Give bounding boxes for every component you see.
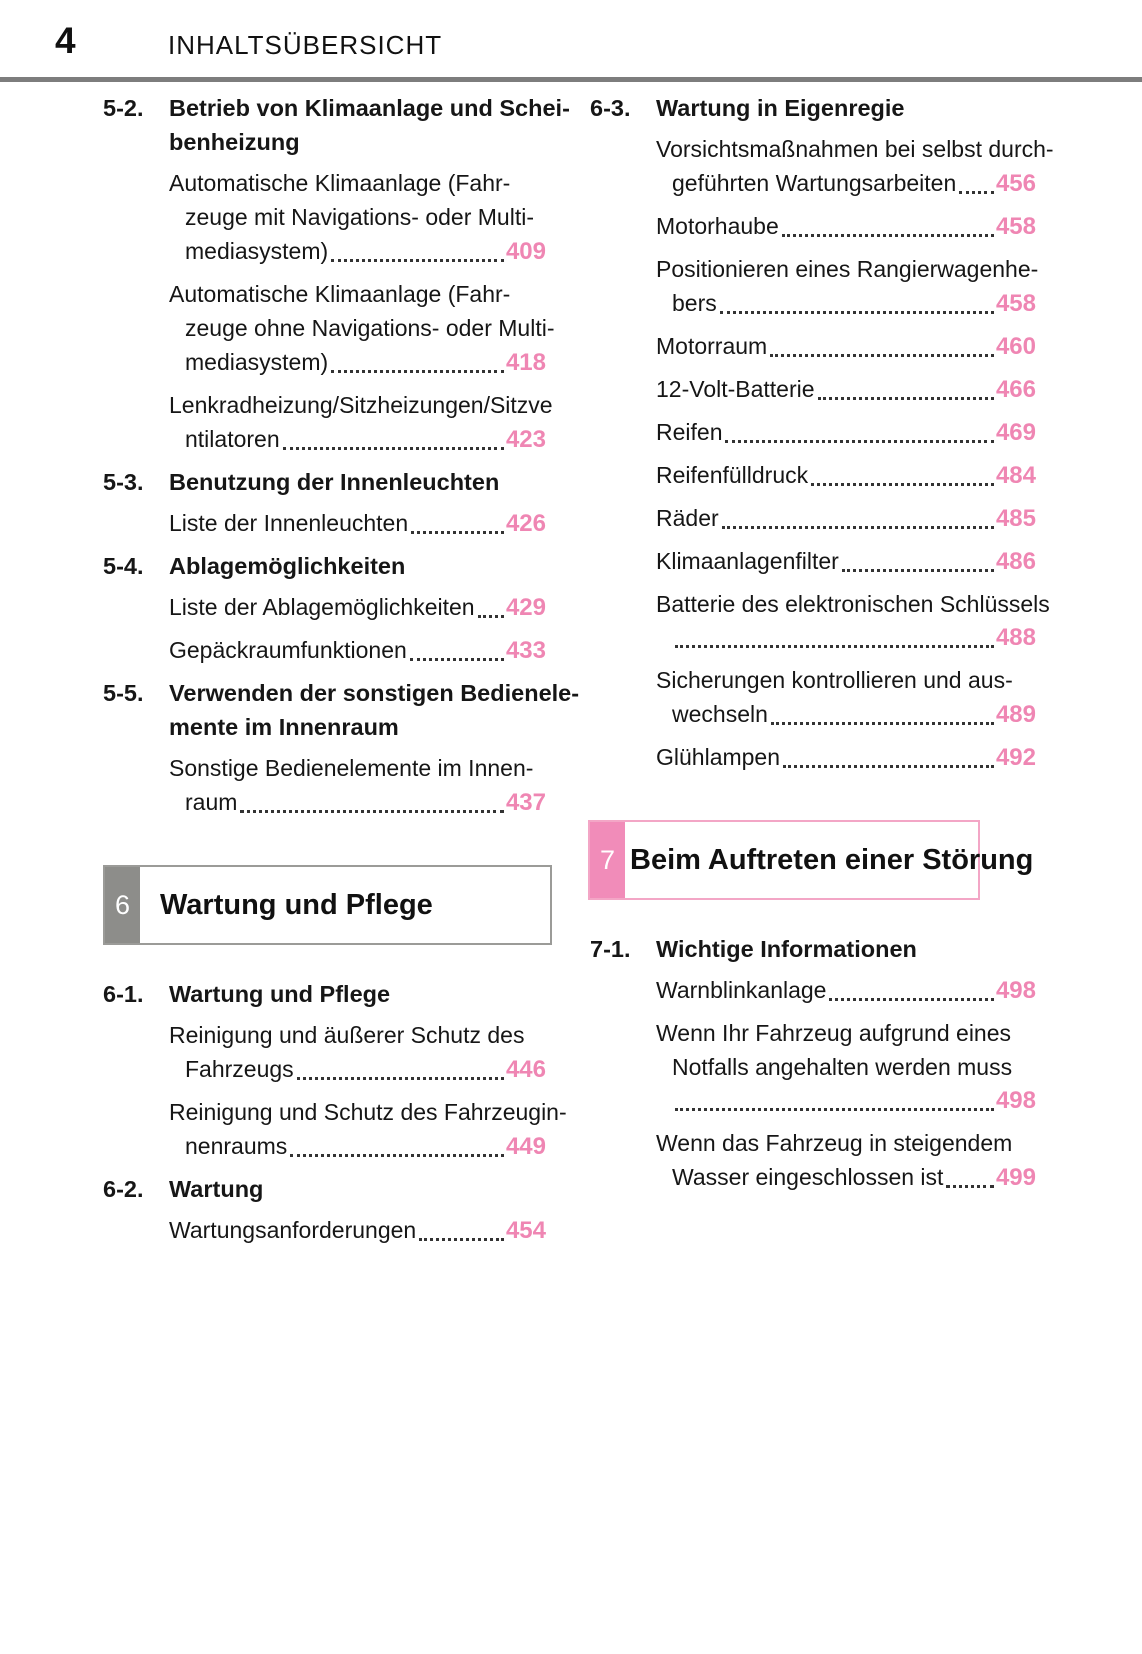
toc-item-line: Positionieren eines Rangierwagenhe-: [656, 256, 1039, 282]
toc-item-text: geführten Wartungsarbeiten: [672, 170, 957, 196]
toc-item-row: [590, 286, 1036, 321]
toc-item-row: [590, 329, 1036, 364]
toc-item: [103, 633, 546, 668]
section-heading: [590, 91, 1036, 125]
leader-dots: [297, 1077, 504, 1080]
page-ref: 418: [505, 349, 546, 376]
section-heading: [103, 676, 580, 744]
leader-dots: [720, 311, 994, 314]
page-number: 4: [55, 20, 76, 61]
toc-item-row: [590, 209, 1036, 244]
toc-item-text: Liste der Ablagemöglichkeiten: [169, 594, 475, 620]
toc-item-line: Wenn Ihr Fahrzeug aufgrund eines: [656, 1020, 1012, 1046]
toc-item: [103, 277, 555, 380]
toc-item-line: Wenn das Fahrzeug in steigendem: [656, 1130, 1013, 1156]
section-title: [656, 91, 905, 125]
section-title-line: benheizung: [169, 129, 300, 155]
page-ref: 456: [995, 170, 1036, 197]
page-ref: 498: [995, 1087, 1036, 1114]
leader-dots: [290, 1154, 504, 1157]
toc-item-row: [590, 697, 1036, 732]
toc-item-text: wechseln: [672, 701, 768, 727]
toc-item-line: Vorsichtsmaßnahmen bei selbst durch-: [656, 136, 1054, 162]
section-number: 5-5.: [103, 680, 144, 706]
toc-item: [590, 973, 1036, 1008]
toc-item: [590, 329, 1036, 364]
toc-item-text: 12-Volt-Batterie: [656, 376, 815, 402]
section-number: 7-1.: [590, 936, 631, 962]
toc-item-row: [590, 544, 1036, 579]
toc-item-text: Gepäckraumfunktionen: [169, 637, 407, 663]
section-title: [169, 465, 499, 499]
toc-item: [590, 587, 1050, 655]
page-ref: 469: [995, 419, 1036, 446]
leader-dots: [725, 440, 993, 443]
chapter-banner-7: [588, 820, 1034, 900]
header-rule: [0, 77, 1142, 82]
toc-item: [590, 663, 1036, 732]
toc-item-row: [103, 1052, 546, 1087]
leader-dots: [675, 1108, 994, 1111]
page-ref: 437: [505, 789, 546, 816]
toc-item-text: Klimaanlagenfilter: [656, 548, 839, 574]
section-title-line: Verwenden der sonstigen Bedienele-: [169, 680, 580, 706]
toc-item-row: [590, 372, 1036, 407]
toc-item-text: bers: [672, 290, 717, 316]
toc-item-row: [103, 1213, 546, 1248]
toc-item-line: zeuge ohne Navigations- oder Multi-: [185, 315, 555, 341]
page-ref: 460: [995, 333, 1036, 360]
section-title-line: Wartung: [169, 1176, 264, 1202]
toc-item-text: Wartungsanforderungen: [169, 1217, 417, 1243]
leader-dots: [331, 259, 504, 262]
page-header-title: INHALTSÜBERSICHT: [168, 30, 443, 60]
toc-item: [103, 1213, 546, 1248]
toc-item-row: [590, 740, 1036, 775]
leader-dots: [331, 370, 504, 373]
toc-item: [103, 751, 546, 820]
leader-dots: [675, 645, 994, 648]
chapter-title: Beim Auftreten einer Störung: [630, 844, 1034, 876]
toc-item-line: Sicherungen kontrollieren und aus-: [656, 667, 1013, 693]
toc-item-row: [103, 590, 546, 625]
page-ref: 423: [505, 426, 546, 453]
chapter-title: Wartung und Pflege: [160, 889, 433, 921]
page-ref: 499: [995, 1164, 1036, 1191]
toc-item-row: [590, 458, 1036, 493]
toc-item-line: Sonstige Bedienelemente im Innen-: [169, 755, 534, 781]
toc-item-row: [103, 422, 546, 457]
toc-item: [103, 166, 546, 269]
leader-dots: [782, 234, 994, 237]
section-title-line: Wartung und Pflege: [169, 981, 391, 1007]
toc-item: [103, 388, 553, 457]
toc-item-text: ntilatoren: [185, 426, 280, 452]
toc-item-line: zeuge mit Navigations- oder Multi-: [185, 204, 534, 230]
toc-item-row: [590, 1084, 1036, 1118]
toc-item-text: Motorhaube: [656, 213, 779, 239]
section-heading: [590, 932, 1036, 966]
chapter-tab: [590, 822, 625, 898]
page-ref: 486: [995, 548, 1036, 575]
toc-item-row: [103, 345, 546, 380]
toc-item-line: Batterie des elektronischen Schlüssels: [656, 591, 1050, 617]
page-ref: 429: [505, 594, 546, 621]
leader-dots: [419, 1238, 504, 1241]
toc-item-text: Räder: [656, 505, 719, 531]
section-title: [169, 549, 405, 583]
page-ref: 458: [995, 290, 1036, 317]
section-title-line: mente im Innenraum: [169, 714, 399, 740]
leader-dots: [959, 191, 994, 194]
toc-item-line: Reinigung und Schutz des Fahrzeugin-: [169, 1099, 567, 1125]
toc-item-text: Reifenfülldruck: [656, 462, 809, 488]
page-ref: 433: [505, 637, 546, 664]
section-title: [169, 676, 579, 744]
chapter-number: 6: [114, 889, 131, 920]
page-ref: 454: [505, 1217, 546, 1244]
toc-item: [590, 252, 1039, 321]
section-title-line: Betrieb von Klimaanlage und Schei-: [169, 95, 570, 121]
chapter-number: 7: [599, 844, 616, 875]
toc-item-row: [590, 166, 1036, 201]
toc-item-line: Notfalls angehalten werden muss: [672, 1054, 1013, 1080]
toc-item-row: [103, 506, 546, 541]
toc-item-row: [103, 234, 546, 269]
leader-dots: [771, 722, 994, 725]
toc-item-line: Reinigung und äußerer Schutz des: [169, 1022, 525, 1048]
leader-dots: [410, 658, 504, 661]
page-ref: 489: [995, 701, 1036, 728]
toc-item: [590, 415, 1036, 450]
page-ref: 492: [995, 744, 1036, 771]
toc-item-row: [103, 785, 546, 820]
section-heading: [103, 465, 546, 499]
section-heading: [103, 1172, 546, 1206]
section-title-line: Wartung in Eigenregie: [656, 95, 905, 121]
toc-item-row: [103, 633, 546, 668]
toc-item-text: nenraums: [185, 1133, 288, 1159]
toc-item-text: raum: [185, 789, 238, 815]
toc-item-text: mediasystem): [185, 238, 329, 264]
page-ref: 426: [505, 510, 546, 537]
section-title-line: Wichtige Informationen: [656, 936, 917, 962]
toc-item-text: Warnblinkanlage: [656, 977, 827, 1003]
section-heading: [103, 549, 546, 583]
toc-item: [590, 1016, 1036, 1118]
toc-item-text: Fahrzeugs: [185, 1056, 294, 1082]
section-title: [169, 977, 390, 1011]
toc-item-line: Lenkradheizung/Sitzheizungen/Sitzve: [169, 392, 553, 418]
section-number: 5-3.: [103, 469, 144, 495]
toc-item-text: Liste der Innenleuchten: [169, 510, 409, 536]
leader-dots: [411, 531, 504, 534]
toc-item: [103, 1095, 567, 1164]
toc-column-left: [103, 91, 580, 1256]
section-number: 6-2.: [103, 1176, 144, 1202]
section-title: [169, 91, 570, 159]
toc-item: [590, 1126, 1036, 1195]
toc-item-row: [590, 1160, 1036, 1195]
leader-dots: [946, 1185, 994, 1188]
section-number: 6-1.: [103, 981, 144, 1007]
section-heading: [103, 977, 546, 1011]
page-ref: 449: [505, 1133, 546, 1160]
section-title-line: Ablagemöglichkeiten: [169, 553, 406, 579]
toc-item-text: Wasser eingeschlossen ist: [672, 1164, 944, 1190]
page-ref: 409: [505, 238, 546, 265]
leader-dots: [478, 615, 504, 618]
page-ref: 498: [995, 977, 1036, 1004]
toc-item-text: Motorraum: [656, 333, 768, 359]
page-ref: 446: [505, 1056, 546, 1083]
section-number: 5-2.: [103, 95, 144, 121]
page-ref: 466: [995, 376, 1036, 403]
page-ref: 484: [995, 462, 1036, 489]
section-title: [169, 1172, 263, 1206]
section-number: 5-4.: [103, 553, 144, 579]
leader-dots: [770, 354, 994, 357]
toc-item: [590, 501, 1036, 536]
toc-item: [590, 209, 1036, 244]
leader-dots: [811, 483, 994, 486]
toc-item-text: Glühlampen: [656, 744, 781, 770]
chapter-banner-6: [103, 865, 552, 945]
toc-item-row: [590, 415, 1036, 450]
page-ref: 488: [995, 624, 1036, 651]
section-title: [656, 932, 917, 966]
toc-column-right: [590, 91, 1054, 1203]
leader-dots: [818, 397, 994, 400]
page-ref: 458: [995, 213, 1036, 240]
toc-item-line: Automatische Klimaanlage (Fahr-: [169, 281, 511, 307]
section-title-line: Benutzung der Innenleuchten: [169, 469, 500, 495]
section-heading: [103, 91, 570, 159]
toc-item: [103, 590, 546, 625]
toc-item: [590, 372, 1036, 407]
toc-item: [590, 132, 1054, 201]
leader-dots: [283, 447, 504, 450]
toc-item-row: [590, 973, 1036, 1008]
leader-dots: [722, 526, 994, 529]
leader-dots: [842, 569, 994, 572]
chapter-tab: [105, 867, 140, 943]
toc-item-row: [590, 621, 1036, 655]
toc-item-line: Automatische Klimaanlage (Fahr-: [169, 170, 511, 196]
toc-item: [103, 1018, 546, 1087]
toc-item: [590, 458, 1036, 493]
toc-item-row: [590, 501, 1036, 536]
toc-item: [590, 544, 1036, 579]
toc-item-text: Reifen: [656, 419, 723, 445]
leader-dots: [240, 810, 504, 813]
toc-item-row: [103, 1129, 546, 1164]
section-number: 6-3.: [590, 95, 631, 121]
toc-item: [103, 506, 546, 541]
leader-dots: [783, 765, 994, 768]
toc-item: [590, 740, 1036, 775]
leader-dots: [829, 998, 993, 1001]
toc-item-text: mediasystem): [185, 349, 329, 375]
page-ref: 485: [995, 505, 1036, 532]
